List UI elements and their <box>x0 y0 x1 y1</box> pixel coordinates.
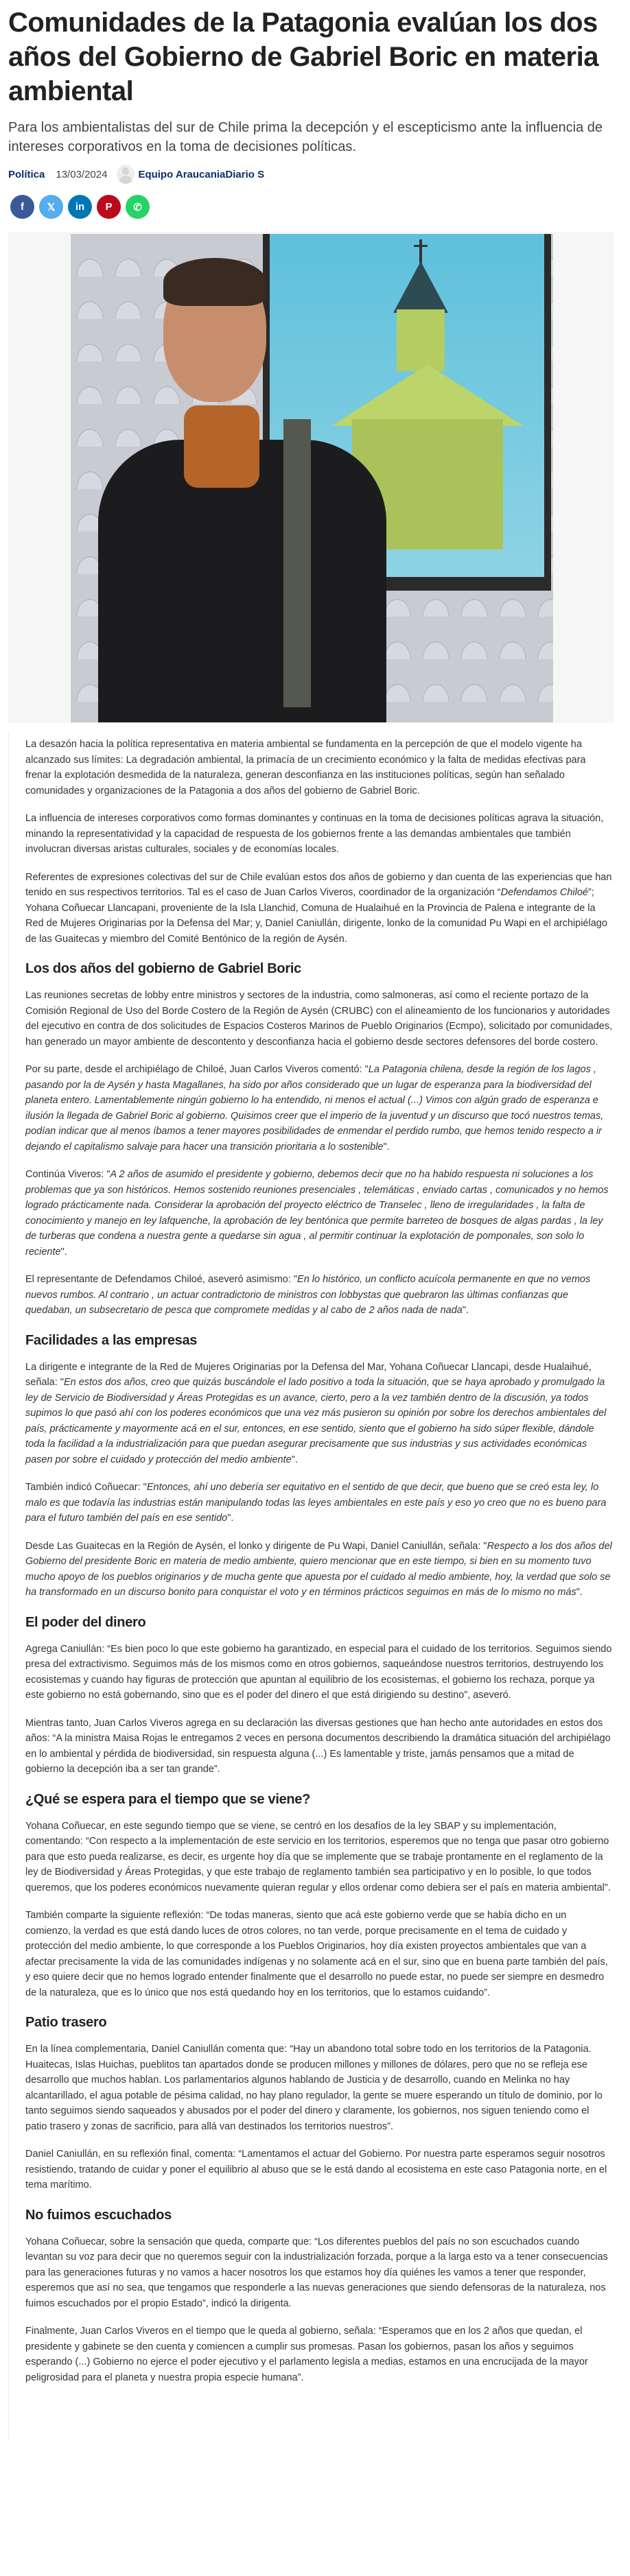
author-avatar-icon <box>117 165 135 184</box>
paragraph <box>25 870 613 947</box>
paragraph <box>25 2147 613 2193</box>
share-facebook-button[interactable] <box>10 195 34 219</box>
share-pinterest-button[interactable] <box>97 195 121 219</box>
section-heading <box>25 1331 613 1350</box>
share-x-button[interactable] <box>39 195 63 219</box>
text-segment: Los dos años del gobierno de Gabriel Boric <box>25 961 301 976</box>
paragraph <box>25 1539 613 1600</box>
paragraph <box>25 1908 613 2000</box>
text-segment: Daniel Caniullán, en su reflexión final, comenta: “Lamentamos el actuar del Gobierno. Por nuestra parte esperamos seguir nosotros resistiendo, tratando de cuidar y poner el equilibrio al abuso que se le está dando al ecosistema en este caso Patagonia norte, en el tema marítimo. <box>25 2149 607 2190</box>
share-whatsapp-button[interactable] <box>126 195 150 219</box>
text-segment: También indicó Coñuecar: " <box>25 1482 147 1493</box>
text-segment: Por su parte, desde el archipiélago de Chiloé, Juan Carlos Viveros comentó: " <box>25 1064 369 1075</box>
article-title: Comunidades de la Patagonia evalúan los dos años del Gobierno de Gabriel Boric en materia ambiental <box>8 8 598 106</box>
x-icon: 𝕏 <box>47 201 56 213</box>
author-link[interactable]: Equipo AraucaniaDiario S <box>138 168 265 180</box>
quote-text: La Patagonia chilena, desde la región de los lagos , pasando por la de Aysén y hasta Magallanes, ha sido por años considerado que un lugar de esperanza para la biodiversidad del planeta entero. Lamentablemente ningún gobierno lo ha entendido, ni menos el actual (...) Vimos con algún grado de esperanza e ilusión la llegada de Gabriel Boric al gobierno. Quisimos creer que el imperio de la juventud y un discurso que tocó nuestros temas, podían indicar que al menos íbamos a tener mayores posibilidades de enmendar el perdido rumbo, que hemos tenido respecto a ir dejando el capitalismo salvaje para hacer una transición prioritaria a lo sostenible <box>25 1064 604 1153</box>
text-segment: Finalmente, Juan Carlos Viveros en el tiempo que le queda al gobierno, señala: “Esperamos que en los 2 años que quedan, el presidente y gabinete se den cuenta y comiencen a cumplir sus promesas. Pasan los gobiernos, pasan los años y seguimos esperando (...) Gobierno no ejerce el poder ejecutivo y el parlamento legisla a medias, estamos en una encrucijada de la mayor peligrosidad para el planeta y nuestra propia especie humana”. <box>25 2326 588 2383</box>
text-segment: El poder del dinero <box>25 1614 146 1630</box>
quote-text: Defendamos Chiloé <box>500 887 588 898</box>
pinterest-icon: P <box>105 201 113 213</box>
text-segment: Patio trasero <box>25 2015 107 2030</box>
text-segment: Desde Las Guaitecas en la Región de Aysén, el lonko y dirigente de Pu Wapi, Daniel Caniullán, señala: " <box>25 1540 487 1552</box>
share-linkedin-button[interactable] <box>68 195 92 219</box>
text-segment: La dirigente e integrante de la Red de Mujeres Originarias por la Defensa del Mar, Yohana Coñuecar Llancapi, desde Hualaihué, señala: " <box>25 1361 592 1388</box>
text-segment: Continúa Viveros: " <box>25 1169 110 1180</box>
text-segment: Yohana Coñuecar, sobre la sensación que queda, comparte que: “Los diferentes pueblos del país no son escuchados cuando levantan su voz para decir que no queremos seguir con la industrialización forzada, porque a la larga esto va a tener consecuencias para las generaciones futuras y no vamos a hacer nosotros los que estamos hoy día quiénes les vamos a tener que responder, esperemos que así no sea, que tengamos que responderle a las nuevas generaciones que siendo defensoras de la naturaleza, nos fuimos escuchados por el propio Estado”, indicó la dirigenta. <box>25 2236 608 2309</box>
text-segment: Yohana Coñuecar, en este segundo tiempo que se viene, se centró en los desafíos de la ley SBAP y su implementación, comentando: “Con respecto a la implementación de este servicio en los territorios, esperemos que no tenga que pasar otro gobierno para que esto pueda realizarse, es decir, es urgente hoy día que se implemente que se trabaje prontamente en el reglamento de la ley de Biodiversidad y Áreas Protegidas, y que este trabajo de reglamento también sea participativo y en lo posible, lo que todos queremos, que los poderes económicos nuevamente quieran regular y ellos ordenar como debiera ser el país en materia ambiental”. <box>25 1820 611 1893</box>
article-header <box>0 0 630 219</box>
whatsapp-icon: ✆ <box>133 201 142 213</box>
text-segment: ". <box>462 1305 469 1316</box>
paragraph <box>25 2234 613 2312</box>
text-segment: ”; Yohana Coñuecar Llancapani, proveniente de la Isla Llanchid, Comuna de Hualaihué en la Provincia de Palena e integrante de la Red de Mujeres Originarias por la Defensa del Mar; y, Daniel Caniullán, dirigente, lonko de la comunidad Pu Wapi en el archipiélago de las Guaitecas y miembro del Comité Bentónico de la región de Aysén. <box>25 887 607 945</box>
category-link[interactable]: Política <box>8 168 45 180</box>
text-segment: Agrega Caniullán: “Es bien poco lo que este gobierno ha garantizado, en especial para el cuidado de los territorios. Seguimos siendo presa del extractivismo. Seguimos más de los mismos como en otros gobiernos, saqueándose nuestros territorios, destruyendo los ecosistemas y cuando hay figuras de protección que apuntan al equilibrio de los ecosistemas, el gobierno los rechaza, porque ya este gobierno no está gobernando, sino que es el poder del dinero el que está dirigiendo su destino”, aseveró. <box>25 1643 612 1701</box>
section-heading <box>25 2013 613 2032</box>
share-buttons <box>8 195 622 219</box>
paragraph <box>25 1642 613 1703</box>
section-heading <box>25 959 613 978</box>
featured-image <box>8 232 614 723</box>
text-segment: ". <box>576 1587 583 1598</box>
paragraph <box>25 1480 613 1526</box>
text-segment: Las reuniones secretas de lobby entre ministros y sectores de la industria, como salmoneras, así como el reciente portazo de la Comisión Regional de Uso del Borde Costero de la Región de Aysén (CRUBC) con el alineamiento de los funcionarios y autoridades del ejecutivo en contra de dos solicitudes de Espacios Costeros Marinos de Pueblo Originarios (Ecmpo), solicitado por comunidades, han generado un mayor ambiente de descontento y desconfianza hacia el gobierno desde sectores defensores del borde costero. <box>25 990 613 1048</box>
text-segment: La influencia de intereses corporativos como formas dominantes y continuas en la toma de decisiones políticas agrava la situación, minando la representatividad y la capacidad de respuesta de los gobiernos frente a las demandas ambientales que también involucran diversas aristas culturales, sociales y de economías locales. <box>25 813 604 855</box>
text-segment: La desazón hacia la política representativa en materia ambiental se fundamenta en la percepción de que el modelo vigente ha alcanzado sus límites: La degradación ambiental, la primacía de un crecimiento económico y la falta de medidas efectivas para frenar la explotación desmedida de la naturaleza, generan desconfianza en las instituciones políticas, según han señalado comunidades y organizaciones de la Patagonia a dos años del gobierno de Gabriel Boric. <box>25 739 586 796</box>
article-meta <box>8 165 622 184</box>
section-heading <box>25 1790 613 1809</box>
text-segment: El representante de Defendamos Chiloé, aseveró asimismo: " <box>25 1274 298 1285</box>
quote-text: Respecto a los dos años del Gobierno del presidente Boric en materia de medio ambiente, quiero mencionar que en este tiempo, si bien en su momento tuvo mucho apoyo de los pueblos originarios y de mucha gente que apuesta por el cuidado al medio ambiente, hoy, la verdad que solo se ha transformado en un discurso bonito para conquistar el voto y en términos prácticos seguimos en más de lo mismo no más <box>25 1540 612 1598</box>
text-segment: Referentes de expresiones colectivas del sur de Chile evalúan estos dos años de gobierno y dan cuenta de las experiencias que han tenido en sus respectivos territorios. Tal es el caso de Juan Carlos Viveros, coordinador de la organización “ <box>25 871 612 898</box>
paragraph <box>25 1360 613 1468</box>
text-segment: ". <box>227 1513 234 1524</box>
paragraph <box>25 737 613 799</box>
publish-date: 13/03/2024 <box>56 168 108 180</box>
photo-man-in-front-of-church-poster <box>71 234 553 722</box>
quote-text: A 2 años de asumido el presidente y gobierno, debemos decir que no ha habido respuesta ni soluciones a los problemas que ya son históricos. Hemos sostenido reuniones presenciales , telemáticas , enviado cartas , comunicados y no hemos logrado prácticamente nada. Considerar la aprobación del proyecto eléctrico de Transelec , lleno de irregularidades , la falta de conocimiento y manejo en ley lafquenche, la aprobación de ley bentónica que permite barreteo de bosques de algas pardas , la ley de turberas que condena a nuestra gente a quedarse sin agua , al permitir continuar la explotación de pomponales, son solo lo reciente <box>25 1169 609 1257</box>
paragraph <box>25 811 613 858</box>
text-segment: ". <box>383 1141 390 1153</box>
paragraph <box>25 1272 613 1319</box>
quote-text: En lo histórico, un conflicto acuícola permanente en que no vemos nuevos rumbos. Al contrario , un actuar contradictorio de ministros con lobbystas que quebraron las últimas confianzas que quedaban, un subsecretario de pesca que compromete medidas y al cabo de 2 años nada de nada <box>25 1274 591 1316</box>
facebook-icon: f <box>21 201 24 213</box>
paragraph <box>25 2324 613 2385</box>
paragraph <box>25 1716 613 1777</box>
paragraph <box>25 1062 613 1155</box>
text-segment: ". <box>291 1454 298 1465</box>
paragraph <box>25 1167 613 1260</box>
text-segment: Mientras tanto, Juan Carlos Viveros agrega en su declaración las diversas gestiones que han hecho ante autoridades en estos dos años: “A la ministra Maisa Rojas le entregamos 2 veces en persona documentos describiendo la dramática situación del archipiélago en lo ambiental y pérdida de biodiversidad, sin respuesta alguna (...) Es lamentable y triste, jamás pensamos que a mitad de gobierno la decepción iba a ser tan grande”. <box>25 1717 611 1775</box>
text-segment: Facilidades a las empresas <box>25 1332 198 1348</box>
linkedin-icon: in <box>75 201 85 213</box>
quote-text: En estos dos años, creo que quizás buscándole el lado positivo a toda la situación, que se haya aprobado y promulgado la ley de Servicio de Biodiversidad y Áreas Protegidas es un avance, cierto, pero a la vez también dentro de la discusión, ya todos supimos lo que pasó ahí con los poderes económicos que una vez más pusieron su opinión por sobre los derechos ambientales del país, prácticamente y mayormente acá en el sur, entonces, en ese sentido, siento que el gobierno ha sido súper flexible, dándole toda la facilidad a la industrialización para que puedan asegurar precisamente que sus industrias y sus actividades económicas pasen por sobre el cuidado y protección del medio ambiente <box>25 1377 607 1465</box>
section-heading <box>25 1613 613 1632</box>
text-segment: En la línea complementaria, Daniel Caniullán comenta que: “Hay un abandono total sobre todo en los territorios de la Patagonia. Huaitecas, Islas Huichas, pueblitos tan apartados donde se producen millones y millones de dólares, pero que no se refleja ese desarrollo que muchos hablan. Los parlamentarios algunos hablando de Justicia y de desarrollo, cuando en Melinka no hay alcantarillado, el agua potable de pésima calidad, no hay plano regulador, la gente se muere esperando un título de dominio, por lo tanto seguimos siendo saqueados y abusados por el poder del dinero y claramente, los gobiernos, nos siguen teniendo como el patio trasero y zonas de sacrificio, para allá van destinados los territorios nuestros”. <box>25 2044 603 2132</box>
paragraph <box>25 988 613 1050</box>
section-heading <box>25 2206 613 2225</box>
article-body <box>8 731 630 2439</box>
text-segment: No fuimos escuchados <box>25 2207 172 2223</box>
text-segment: También comparte la siguiente reflexión: “De todas maneras, siento que acá este gobierno verde que se había dicho en un comienzo, la verdad es que está dando luces de otros colores, no tan verde, porque precisamente en el tema de cuidado y protección del medio ambiente, lo que corresponde a los Pueblos Originarios, hoy día existen proyectos ambientales que van a afectar precisamente la vida de las comunidades indígenas y no solamente acá en el sur, sino que en buena parte también del país, y eso quiere decir que no hemos logrado entender finalmente que el desarrollo no puede estar, no puede ser siempre en desmedro de la naturaleza, que es lo único que nos está quedando hoy en los territorios, que lo estamos cuidando”. <box>25 1910 608 1998</box>
paragraph <box>25 2042 613 2134</box>
text-segment: ". <box>60 1246 67 1257</box>
quote-text: Entonces, ahí uno debería ser equitativo en el sentido de que decir, que bueno que se creó esta ley, lo malo es que todavía las industrias están manipulando todas las leyes ambientales en este país y eso yo creo que no es bueno para para el futuro también del país en ese sentido <box>25 1482 607 1524</box>
text-segment: ¿Qué se espera para el tiempo que se viene? <box>25 1791 311 1807</box>
article-subtitle: Para los ambientalistas del sur de Chile prima la decepción y el escepticismo ante la influencia de intereses corporativos en la toma de decisiones políticas. <box>8 120 603 154</box>
paragraph <box>25 1819 613 1896</box>
